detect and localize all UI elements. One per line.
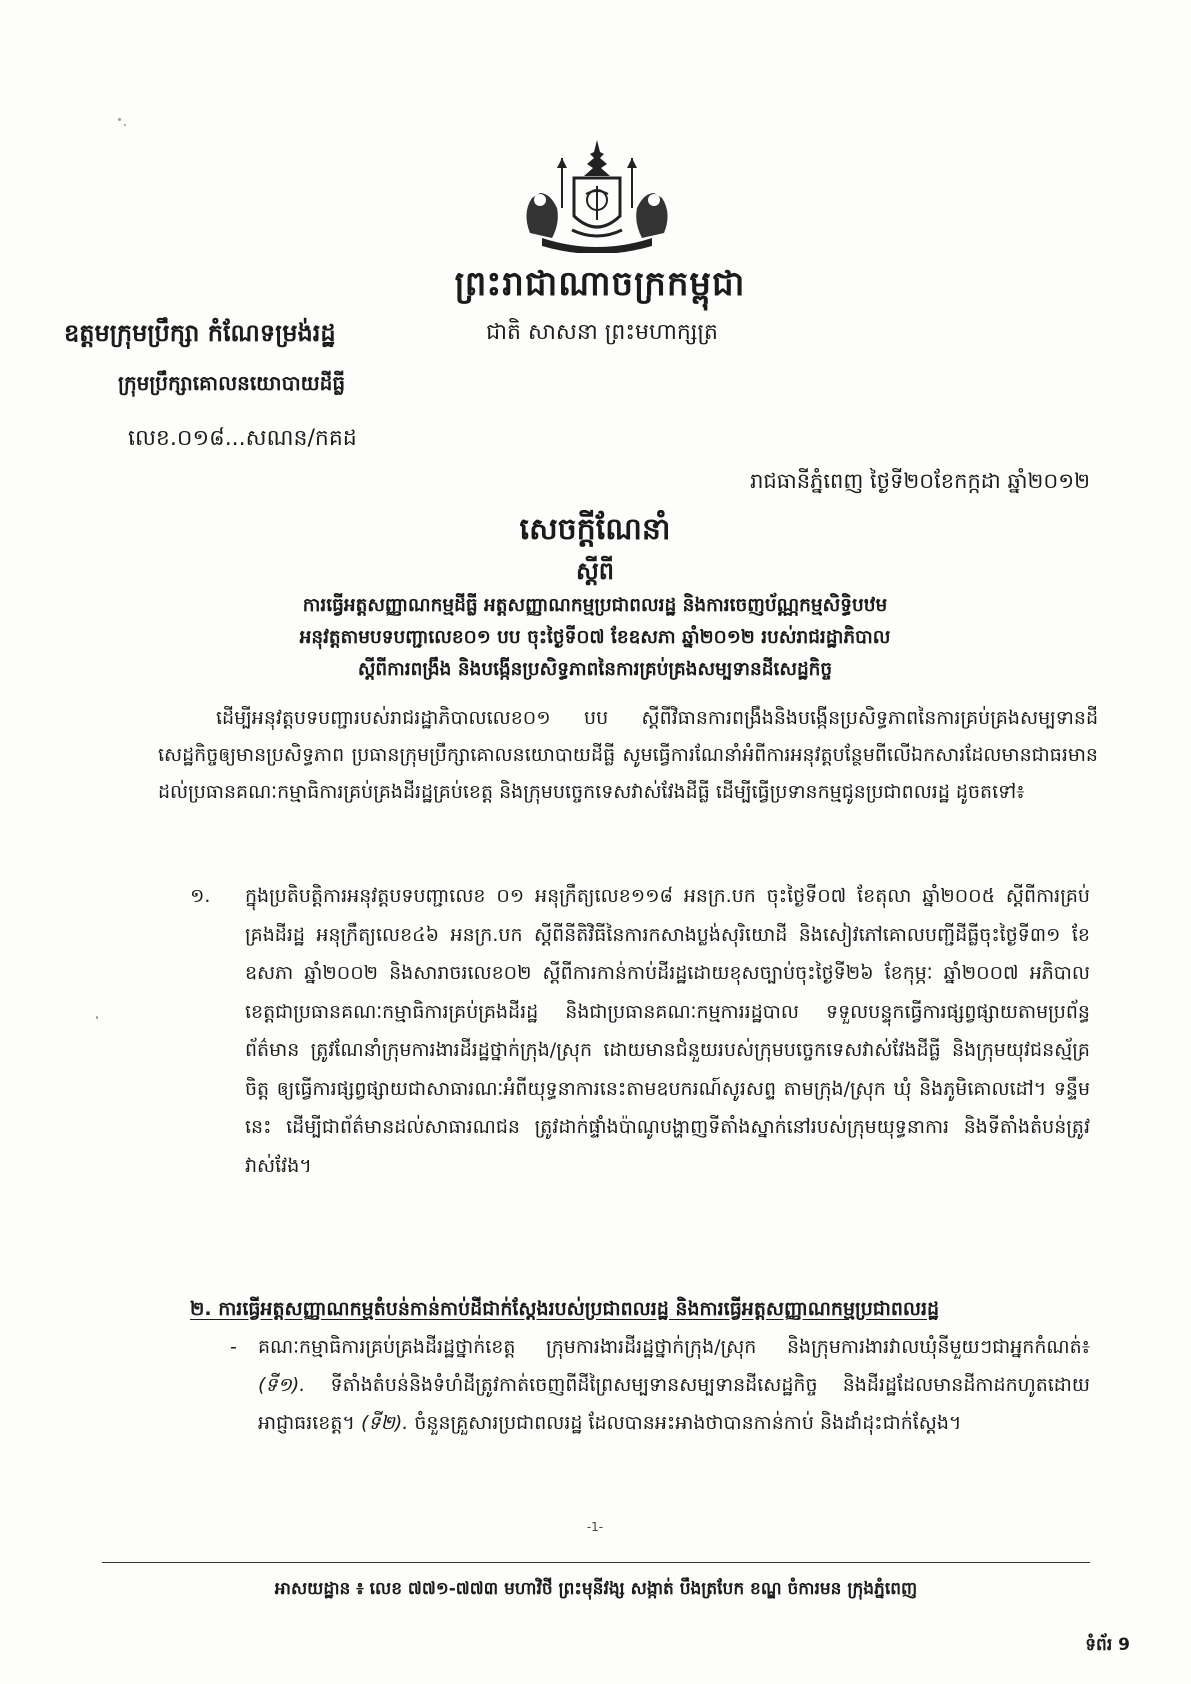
- item-number: ១.: [190, 885, 211, 907]
- subject-line: អនុវត្តតាមបទបញ្ជាលេខ០១ បប ចុះថ្ងៃទី០៧ ខែឧសភា ឆ្នាំ២០១២ របស់រាជរដ្ឋាភិបាល: [299, 627, 891, 648]
- footer-address: អាសយដ្ឋាន ៖ លេខ ៧៧១-៧៧៣ មហាវិថី ព្រះមុនីវង្ស សង្កាត់ បឹងត្របែក ខណ្ឌ ចំការមន ក្រុងភ្នំពេញ: [274, 1579, 918, 1599]
- section-item-2: [190, 1290, 1090, 1442]
- national-motto: ជាតិ សាសនា ព្រះមហាក្សត្រ: [486, 320, 718, 345]
- item-1-text: ក្នុងប្រតិបត្តិការអនុវត្តបទបញ្ជាលេខ ០១ អនុក្រឹត្យលេខ១១៨ អនក្រ.បក ចុះថ្ងៃទី០៧ ខែតុលា ឆ្នាំ២០០៥ ស្តីពីការគ្រប់គ្រងដីរដ្ឋ អនុក្រឹត្យលេខ៤៦ អនក្រ.បក ស្តីពីនីតិវិធីនៃការកសាងប្លង់សុរិយោដី និងសៀវភៅគោលបញ្ជីដីធ្លីចុះថ្ងៃទី៣១ ខែឧសភា ឆ្នាំ២០០២ និងសារាចរលេខ០២ ស្តីពីការកាន់កាប់ដីរដ្ឋដោយខុសច្បាប់ចុះថ្ងៃទី២៦ ខែកុម្ភៈ ឆ្នាំ២០០៧ អភិបាលខេត្តជាប្រធានគណៈកម្មាធិការគ្រប់គ្រងដីរដ្ឋ និងជាប្រធានគណៈកម្មការរដ្ឋបាល ទទួលបន្ទុកធ្វើការផ្សព្វផ្សាយតាមប្រព័ន្ធព័ត៌មាន ត្រូវណែនាំក្រុមការងារដីរដ្ឋថ្នាក់ក្រុង/ស្រុក ដោយមានជំនួយរបស់ក្រុមបច្ចេកទេសវាស់វែងដីធ្លី និងក្រុមយុវជនស្ម័គ្រចិត្ត ឲ្យធ្វើការផ្សព្វផ្សាយជាសាធារណៈអំពីយុទ្ធនាការនេះតាមឧបករណ៍សូរសព្ទ តាមក្រុង/ស្រុក ឃុំ និងភូមិគោលដៅ។ ទន្ទឹមនេះ ដើម្បីជាព័ត៌មានដល់សាធារណជន ត្រូវដាក់ផ្ទាំងប៉ាណូបង្ហាញទីតាំងស្នាក់នៅរបស់ក្រុមយុទ្ធនាការ និងទីតាំងតំបន់ត្រូវវាស់វែង។: [245, 885, 1090, 1177]
- section-item-1: [190, 877, 1090, 1185]
- footer-divider: [102, 1562, 1090, 1563]
- royal-emblem-icon: [512, 138, 682, 253]
- subject-line: ស្តីពីការពង្រឹង និងបង្កើនប្រសិទ្ធភាពនៃការគ្រប់គ្រងសម្បទានដីសេដ្ឋកិច្ច: [357, 659, 833, 680]
- bullet-text: ទីតាំងតំបន់និងទំហំដីត្រូវកាត់ចេញពីដីព្រៃសម្បទានសម្បទានដីសេដ្ឋកិច្ច និងដីរដ្ឋដែលមានដីកាដកហូតដោយអាជ្ញាធរខេត្ត។: [258, 1374, 1090, 1434]
- item-2-heading: ២. ការធ្វើអត្តសញ្ញាណកម្មតំបន់កាន់កាប់ដីជាក់ស្តែងរបស់ប្រជាពលរដ្ឋ និងការធ្វើអត្តសញ្ញាណកម្មប្រជាពលរដ្ឋ: [190, 1298, 940, 1320]
- issuing-body: ឧត្តមក្រុមប្រឹក្សា កំណែទម្រង់រដ្ឋ: [64, 319, 336, 347]
- bullet-text: គណៈកម្មាធិការគ្រប់គ្រងដីរដ្ឋថ្នាក់ខេត្ត ក្រុមការងារដីរដ្ឋថ្នាក់ក្រុង/ស្រុក និងក្រុមការងារវាលឃុំនីមួយៗជាអ្នកកំណត់៖: [258, 1336, 1090, 1358]
- item-2-bullet: [230, 1328, 1090, 1442]
- document-subtitle: ស្តីពី: [575, 557, 615, 585]
- intro-paragraph: ដើម្បីអនុវត្តបទបញ្ជារបស់រាជរដ្ឋាភិបាលលេខ០១ បប ស្តីពីវិធានការពង្រឹងនិងបង្កើនប្រសិទ្ធភាពនៃការគ្រប់គ្រងសម្បទានដីសេដ្ឋកិច្ចឲ្យមានប្រសិទ្ធភាព ប្រធានក្រុមប្រឹក្សាគោលនយោបាយដីធ្លី សូមធ្វើការណែនាំអំពីការអនុវត្តបន្ថែមពីលើឯកសារដែលមានជាធរមាន ដល់ប្រធានគណៈកម្មាធិការគ្រប់គ្រងដីរដ្ឋគ្រប់ខេត្ត និងក្រុមបច្ចេកទេសវាស់វែងដីធ្លី ដើម្បីធ្វើប្រទានកម្មជូនប្រជាពលរដ្ឋ ដូចតទៅ៖: [158, 707, 1098, 803]
- subject-line: ការធ្វើអត្តសញ្ញាណកម្មដីធ្លី អត្តសញ្ញាណកម្មប្រជាពលរដ្ឋ និងការចេញប័ណ្ណកម្មសិទ្ធិបឋម: [302, 595, 888, 616]
- document-subject: [150, 590, 1040, 686]
- reference-number: លេខ.០១៨...សណន/កគដ: [128, 426, 357, 451]
- kingdom-heading: ព្រះរាជាណាចក្រកម្ពុជា: [454, 264, 746, 304]
- date-line: រាជធានីភ្នំពេញ ថ្ងៃទី២០ខែកក្កដា ឆ្នាំ២០១២: [750, 469, 1090, 493]
- scan-speck: [118, 118, 121, 121]
- scan-speck: [124, 124, 126, 126]
- bullet-reference: (ទី២).: [361, 1412, 409, 1434]
- bullet-reference: (ទី១).: [258, 1374, 306, 1396]
- scan-speck: [96, 1016, 98, 1019]
- dash-bullet: -: [230, 1336, 237, 1358]
- page-number: ទំព័រ 9: [1085, 1635, 1130, 1655]
- issuing-council: ក្រុមប្រឹក្សាគោលនយោបាយដីធ្លី: [118, 371, 346, 395]
- document-title: សេចក្តីណែនាំ: [519, 512, 671, 547]
- bullet-text: ចំនួនគ្រួសារប្រជាពលរដ្ឋ ដែលបានអះអាងថាបានកាន់កាប់ និងដាំដុះជាក់ស្តែង។: [408, 1412, 962, 1434]
- page-marker: -1-: [586, 1520, 604, 1534]
